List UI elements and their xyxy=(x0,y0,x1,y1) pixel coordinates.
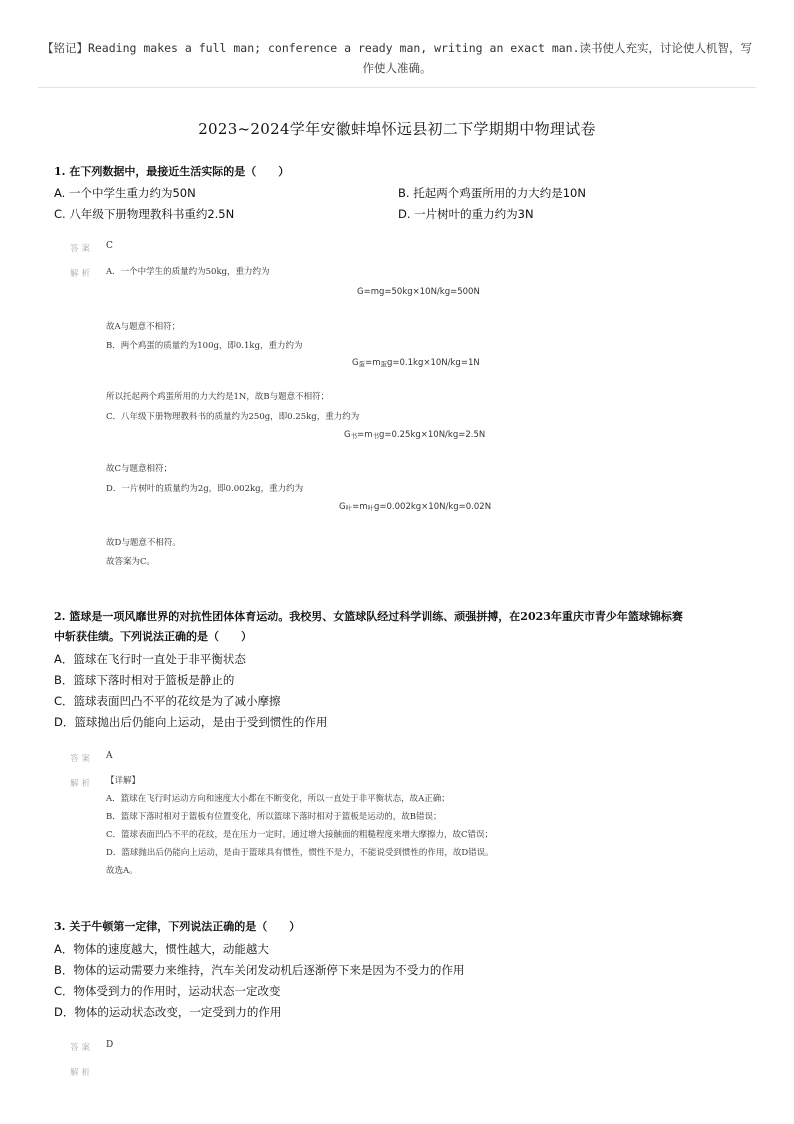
question-1-analysis-line: 所以托起两个鸡蛋所用的力大约是1N，故B与题意不相符； xyxy=(106,392,330,402)
question-1-analysis-line: D．一片树叶的质量约为2g，即0.002kg，重力约为 xyxy=(106,484,304,494)
page-title: 2023~2024学年安徽蚌埠怀远县初二下学期期中物理试卷 xyxy=(198,120,596,138)
question-2-analysis-line: 故选A。 xyxy=(106,866,138,876)
motto-header: 【铭记】Reading makes a full man; conference a ready man, writing an exact man.读书使人充实，讨论使人机智，写作使人准确。 xyxy=(41,41,753,75)
question-3-answer: D xyxy=(106,1040,114,1050)
question-1-formula: $G_书=m_书g=0.25kg\times 10N/kg=2.5N$ xyxy=(344,430,486,440)
question-2-analysis-line: C．篮球表面凹凸不平的花纹，是在压力一定时，通过增大接触面的粗糙程度来增大摩擦力，故C错误； xyxy=(106,830,494,840)
question-2-option-b: B．篮球下落时相对于篮板是静止的 xyxy=(54,673,235,687)
question-2-analysis-line: A．篮球在飞行时运动方向和速度大小都在不断变化，所以一直处于非平衡状态，故A正确； xyxy=(106,794,450,804)
answer-label: 答案 xyxy=(70,754,94,764)
analysis-label: 解析 xyxy=(70,269,94,279)
question-2-analysis-line: B．篮球下落时相对于篮板有位置变化，所以篮球下落时相对于篮板是运动的，故B错误； xyxy=(106,812,442,822)
analysis-label: 解析 xyxy=(70,1068,94,1078)
answer-label: 答案 xyxy=(70,244,94,254)
question-2-stem: 2. 篮球是一项风靡世界的对抗性团体体育运动。我校男、女篮球队经过科学训练、顽强拼搏，在2023年重庆市青少年篮球锦标赛 xyxy=(54,610,683,623)
question-1-analysis-line: C．八年级下册物理教科书的质量约为250g，即0.25kg，重力约为 xyxy=(106,412,360,422)
question-2-option-c: C．篮球表面凹凸不平的花纹是为了减小摩擦 xyxy=(54,694,281,708)
question-3-option-b: B．物体的运动需要力来维持，汽车关闭发动机后逐渐停下来是因为不受力的作用 xyxy=(54,963,465,977)
question-3-option-a: A．物体的速度越大，惯性越大，动能越大 xyxy=(54,942,269,956)
question-1-analysis-line: 故A与题意不相符； xyxy=(106,322,181,332)
question-1-formula: $G_叶=m_叶g=0.002kg\times 10N/kg=0.02N$ xyxy=(339,502,492,512)
question-1-formula: $G_蛋=m_蛋g=0.1kg\times 10N/kg=1N$ xyxy=(352,358,480,368)
question-3-option-c: C．物体受到力的作用时，运动状态一定改变 xyxy=(54,984,281,998)
question-2-analysis-heading: 【详解】 xyxy=(106,776,141,786)
analysis-label: 解析 xyxy=(70,779,94,789)
question-1-option-d: D. 一片树叶的重力约为3N xyxy=(398,207,534,221)
answer-label: 答案 xyxy=(70,1043,94,1053)
header-divider xyxy=(38,87,756,88)
question-1-analysis-line: B．两个鸡蛋的质量约为100g，即0.1kg，重力约为 xyxy=(106,341,303,351)
question-2-option-a: A．篮球在飞行时一直处于非平衡状态 xyxy=(54,652,246,666)
question-2-analysis-line: D．篮球抛出后仍能向上运动，是由于篮球具有惯性，惯性不是力，不能说受到惯性的作用，故D错误。 xyxy=(106,848,494,858)
question-1-option-c: C. 八年级下册物理教科书重约2.5N xyxy=(54,207,235,221)
question-2-answer: A xyxy=(106,751,113,761)
question-2-stem: 中斩获佳绩。下列说法正确的是（ ） xyxy=(54,630,252,643)
question-1-option-b: B. 托起两个鸡蛋所用的力大约是10N xyxy=(398,186,586,200)
question-2-option-d: D．篮球抛出后仍能向上运动，是由于受到惯性的作用 xyxy=(54,715,328,729)
question-1-answer: C xyxy=(106,241,113,251)
question-3-stem: 3. 关于牛顿第一定律，下列说法正确的是（ ） xyxy=(54,920,301,933)
question-1-formula: G=mg=50kg×10N/kg=500N xyxy=(357,287,480,297)
question-1-option-a: A. 一个中学生重力约为50N xyxy=(54,186,196,200)
question-1-analysis-line: 故D与题意不相符。 xyxy=(106,538,181,548)
question-3-option-d: D．物体的运动状态改变，一定受到力的作用 xyxy=(54,1005,282,1019)
question-1-analysis-line: 故C与题意相符； xyxy=(106,464,173,474)
question-1-analysis-line: A．一个中学生的质量约为50kg，重力约为 xyxy=(106,267,270,277)
question-1-analysis-line: 故答案为C。 xyxy=(106,557,156,567)
question-1-stem: 1. 在下列数据中，最接近生活实际的是（ ） xyxy=(54,165,290,178)
